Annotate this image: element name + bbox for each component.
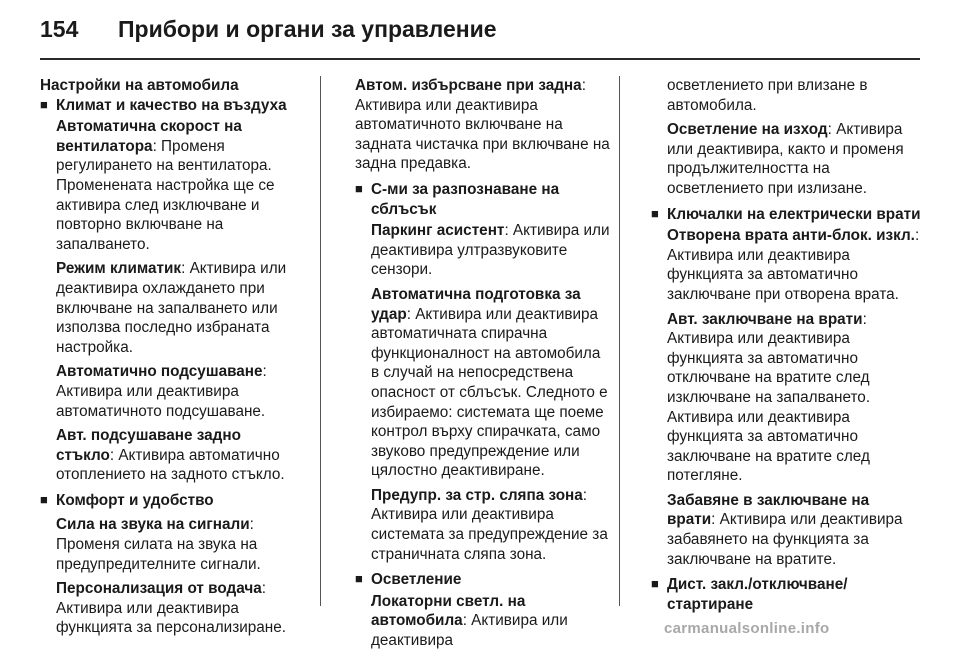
setting-entry <box>40 362 302 421</box>
setting-desc: : Променя силата на звука на предупредителните сигнали. <box>56 516 261 573</box>
setting-desc: : Активира автоматично отоплението на задното стъкло. <box>56 446 285 484</box>
setting-desc: : Активира или деактивира функцията за персонализиране. <box>56 580 286 637</box>
setting-desc: : Активира или деактивира забавянето на функцията за заключване на вратите. <box>667 511 903 568</box>
setting-entry <box>40 426 302 485</box>
text-column-2 <box>355 76 611 651</box>
setting-desc: : Активира или деактивира автоматичното включване на задната чистачка при включване на задна предавка. <box>355 77 610 173</box>
setting-term: Сила на звука на сигнали <box>56 516 250 534</box>
setting-entry <box>40 259 302 357</box>
setting-entry <box>651 76 921 115</box>
setting-entry <box>651 120 921 198</box>
setting-entry <box>40 117 302 254</box>
bullet-heading: ■ Ключалки на електрически врати <box>651 205 921 225</box>
bullet-heading: ■ Комфорт и удобство <box>40 491 302 511</box>
setting-term: Забавяне в заключване на врати <box>667 491 870 529</box>
setting-desc: осветлението при влизане в автомобила. <box>667 77 868 114</box>
setting-desc: : Активира или деактивира охлаждането при включване на запалването или използва последно избраната настройка. <box>56 260 287 356</box>
page-number: 154 <box>40 16 79 42</box>
setting-term: Режим климатик <box>56 260 182 278</box>
setting-term: Предупр. за стр. сляпа зона <box>371 486 583 504</box>
bullet-heading: ■ С-ми за разпознаване на сблъсък <box>355 180 611 219</box>
setting-term: Авт. подсушаване задно стъкло <box>56 427 241 464</box>
setting-entry <box>355 221 611 280</box>
setting-entry <box>355 486 611 564</box>
page-title: Прибори и органи за управление <box>118 16 497 42</box>
text-column-3 <box>651 76 921 614</box>
bullet-heading: ■ Дист. закл./отключване/ стартиране <box>651 575 921 614</box>
setting-term: Персонализация от водача <box>56 580 262 598</box>
setting-term: Автом. избърсване при задна <box>355 77 582 94</box>
page-header <box>40 16 497 43</box>
setting-term: Локаторни светл. на автомобила <box>371 592 526 630</box>
setting-desc: : Активира или деактивира функцията за автоматично заключване при отворена врата. <box>667 227 920 303</box>
setting-term: Осветление на изход <box>667 121 828 139</box>
setting-entry <box>355 285 611 481</box>
setting-entry <box>651 226 921 304</box>
section-title: Настройки на автомобила <box>40 77 239 94</box>
setting-desc: : Променя регулирането на вентилатора. Променената настройка ще се активира след изключване и повторно включване на запалването. <box>56 137 275 253</box>
setting-term: Автоматична подготовка за удар <box>371 285 581 323</box>
setting-entry <box>355 76 611 174</box>
setting-term: Автоматична скорост на вентилатора <box>56 118 242 155</box>
setting-desc: : Активира или деактивира, както и променя продължителността на осветлението при излизане. <box>667 121 904 197</box>
setting-entry <box>40 515 302 574</box>
setting-entry <box>651 310 921 486</box>
bullet-heading: ■ Осветление <box>355 570 611 590</box>
setting-entry <box>651 491 921 569</box>
column-divider <box>619 76 620 606</box>
setting-desc: : Активира или деактивира автоматичното подсушаване. <box>56 363 267 420</box>
header-rule <box>40 58 920 60</box>
column-divider <box>320 76 321 606</box>
setting-desc: : Активира или деактивира <box>371 612 568 650</box>
setting-desc: : Активира или деактивира функцията за автоматично отключване на вратите след изключване на запалването. Активира или деактивира функцията за автоматично заключване на вратите след потегляне. <box>667 310 871 485</box>
setting-term: Отворена врата анти-блок. изкл. <box>667 227 915 245</box>
setting-entry <box>40 579 302 638</box>
bullet-heading: ■ Климат и качество на въздуха <box>40 96 302 116</box>
setting-desc: : Активира или деактивира системата за предупреждение за страничната сляпа зона. <box>371 486 608 563</box>
setting-desc: : Активира или деактивира автоматичната спирачна функционалност на автомобила в случай на непосредствена опасност от сблъсък. Следното е избираемо: системата ще поеме контрол върху спирачката, само звуково предупреждение или цялостно деактивиране. <box>371 305 608 480</box>
setting-term: Авт. заключване на врати <box>667 310 863 328</box>
setting-term: Автоматично подсушаване <box>56 363 263 381</box>
setting-desc: : Активира или деактивира ултразвуковите сензори. <box>371 222 610 279</box>
text-column-1 <box>40 76 302 638</box>
watermark: carmanualsonline.info <box>664 620 830 637</box>
setting-term: Паркинг асистент <box>371 222 505 240</box>
